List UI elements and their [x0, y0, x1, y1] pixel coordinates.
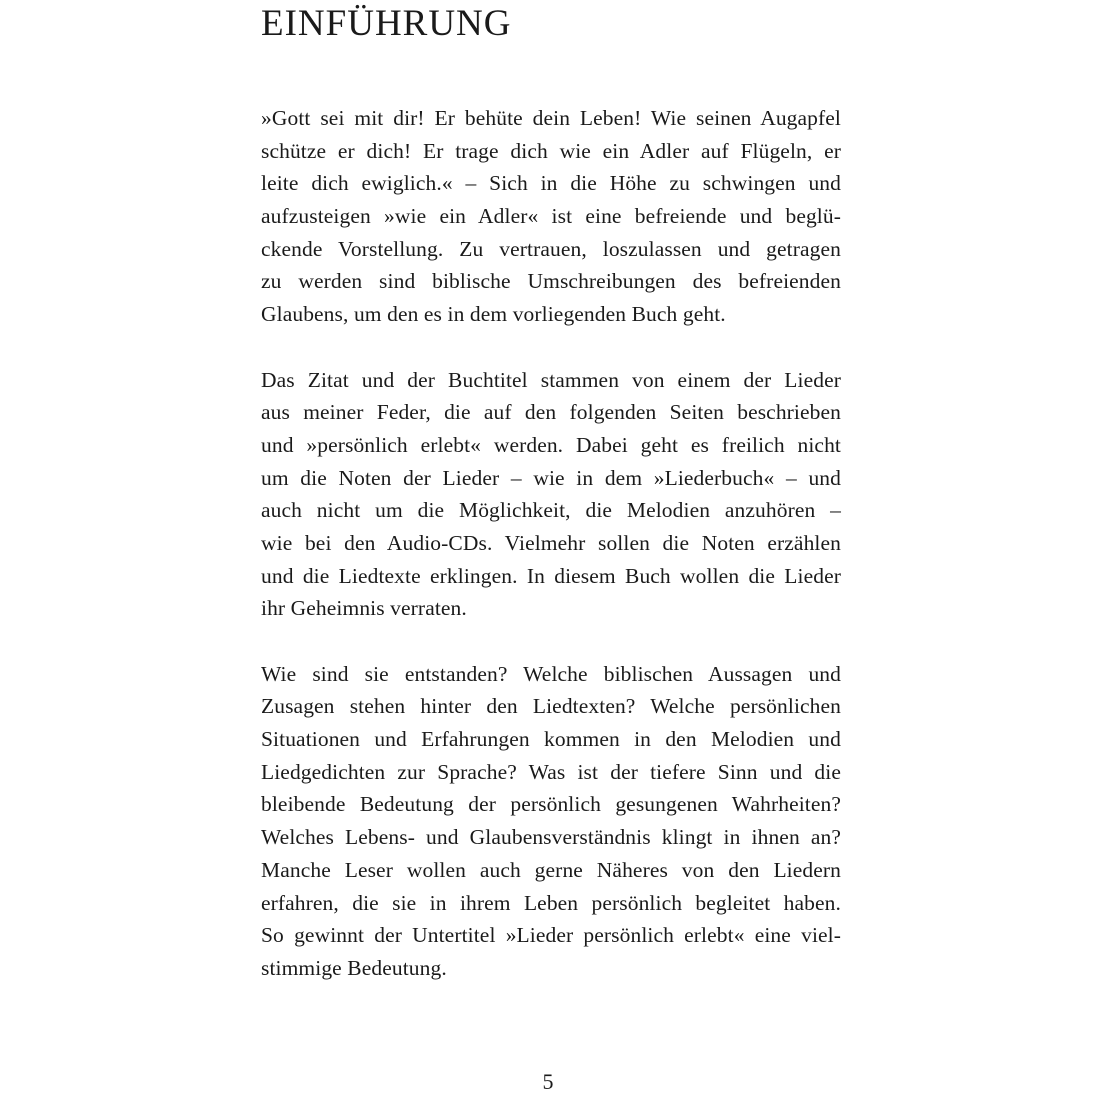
text-line: wie bei den Audio-CDs. Vielmehr sollen die Noten erzählen	[261, 530, 841, 555]
text-line: und die Liedtexte erklingen. In diesem Buch wollen die Lieder	[261, 563, 841, 588]
text-line: aus meiner Feder, die auf den folgenden Seiten beschrieben	[261, 400, 841, 425]
text-line: So gewinnt der Untertitel »Lieder persönlich erlebt« eine viel-	[261, 923, 841, 948]
text-line: ihr Geheimnis verraten.	[261, 596, 467, 621]
text-line: Zusagen stehen hinter den Liedtexten? Welche persönlichen	[261, 694, 841, 719]
chapter-heading: EINFÜHRUNG	[261, 3, 512, 44]
body-text	[261, 102, 841, 985]
paragraph-2	[261, 364, 841, 626]
paragraph-3	[261, 658, 841, 985]
paragraph-1	[261, 102, 841, 331]
text-line: schütze er dich! Er trage dich wie ein Adler auf Flügeln, er	[261, 138, 841, 163]
text-line: zu werden sind biblische Umschreibungen des befreienden	[261, 269, 841, 294]
text-line: stimmige Bedeutung.	[261, 955, 447, 980]
text-line: aufzusteigen »wie ein Adler« ist eine befreiende und beglü-	[261, 204, 841, 229]
text-line: Liedgedichten zur Sprache? Was ist der tiefere Sinn und die	[261, 759, 841, 784]
text-line: Manche Leser wollen auch gerne Näheres von den Liedern	[261, 857, 841, 882]
text-line: Wie sind sie entstanden? Welche biblischen Aussagen und	[261, 661, 841, 686]
text-line: erfahren, die sie in ihrem Leben persönlich begleitet haben.	[261, 890, 841, 915]
text-line: Situationen und Erfahrungen kommen in den Melodien und	[261, 727, 841, 752]
paragraph-spacer	[261, 625, 841, 658]
text-line: »Gott sei mit dir! Er behüte dein Leben! Wie seinen Augapfel	[261, 106, 841, 130]
text-line: und »persönlich erlebt« werden. Dabei geht es freilich nicht	[261, 432, 841, 457]
text-line: Das Zitat und der Buchtitel stammen von einem der Lieder	[261, 367, 841, 392]
text-line: Glaubens, um den es in dem vorliegenden Buch geht.	[261, 302, 726, 327]
text-line: auch nicht um die Möglichkeit, die Melodien anzuhören –	[261, 498, 841, 523]
page-number: 5	[542, 1069, 554, 1094]
paragraph-spacer	[261, 331, 841, 364]
text-line: Welches Lebens- und Glaubensverständnis klingt in ihnen an?	[261, 825, 841, 850]
text-line: um die Noten der Lieder – wie in dem »Liederbuch« – und	[261, 465, 841, 490]
text-line: ckende Vorstellung. Zu vertrauen, loszulassen und getragen	[261, 236, 841, 261]
text-line: bleibende Bedeutung der persönlich gesungenen Wahrheiten?	[261, 792, 841, 817]
text-line: leite dich ewiglich.« – Sich in die Höhe zu schwingen und	[261, 171, 841, 196]
